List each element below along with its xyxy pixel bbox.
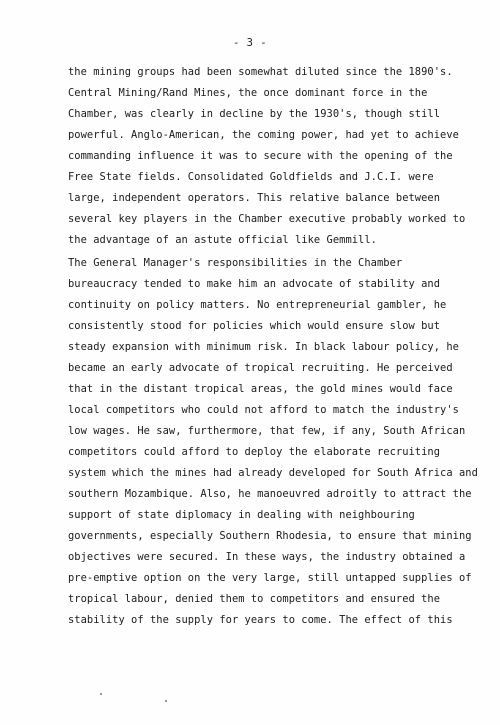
paragraph-1-line: Central Mining/Rand Mines, the once dominant force in the [68, 87, 428, 99]
paragraph-2-line: consistently stood for policies which would ensure slow but [68, 320, 441, 332]
paragraph-2-line: became an early advocate of tropical recruiting. He perceived [68, 362, 453, 374]
paragraph-1-line: large, independent operators. This relative balance between [68, 192, 441, 204]
paragraph-1-line: the advantage of an astute official like Gemmill. [68, 234, 377, 246]
paragraph-2-line: system which the mines had already developed for South Africa and [68, 467, 478, 479]
paragraph-2-line: tropical labour, denied them to competitors and ensured the [68, 593, 441, 605]
paragraph-2-line: support of state diplomacy in dealing with neighbouring [68, 509, 415, 521]
paragraph-2-line: southern Mozambique. Also, he manoeuvred adroitly to attract the [68, 488, 472, 500]
paragraph-2-line: The General Manager's responsibilities in the Chamber [68, 257, 403, 269]
paragraph-1-line: several key players in the Chamber executive probably worked to [68, 213, 466, 225]
paragraph-1-line: commanding influence it was to secure with the opening of the [68, 150, 453, 162]
scan-speck [100, 693, 102, 695]
paragraph-2-line: continuity on policy matters. No entrepreneurial gambler, he [68, 299, 447, 311]
paragraph-2-line: low wages. He saw, furthermore, that few, if any, South African [68, 425, 466, 437]
paragraph-2-line: objectives were secured. In these ways, the industry obtained a [68, 551, 466, 563]
paragraph-2-line: competitors could afford to deploy the elaborate recruiting [68, 446, 441, 458]
paragraph-1-line: powerful. Anglo-American, the coming power, had yet to achieve [68, 129, 459, 141]
paragraph-1-line: Chamber, was clearly in decline by the 1930's, though still [68, 108, 441, 120]
scan-speck [165, 700, 167, 702]
paragraph-2-line: steady expansion with minimum risk. In black labour policy, he [68, 341, 459, 353]
paragraph-2-line: governments, especially Southern Rhodesia, to ensure that mining [68, 530, 472, 542]
page-number: - 3 - [232, 37, 268, 49]
paragraph-1-line: Free State fields. Consolidated Goldfields and J.C.I. were [68, 171, 434, 183]
paragraph-2-line: that in the distant tropical areas, the gold mines would face [68, 383, 453, 395]
paragraph-2-line: local competitors who could not afford to match the industry's [68, 404, 459, 416]
paragraph-1-line: the mining groups had been somewhat diluted since the 1890's. [68, 66, 453, 78]
paragraph-2-line: bureaucracy tended to make him an advocate of stability and [68, 278, 441, 290]
paragraph-2-line: pre-emptive option on the very large, still untapped supplies of [68, 572, 472, 584]
paragraph-2-line: stability of the supply for years to come. The effect of this [68, 614, 453, 626]
